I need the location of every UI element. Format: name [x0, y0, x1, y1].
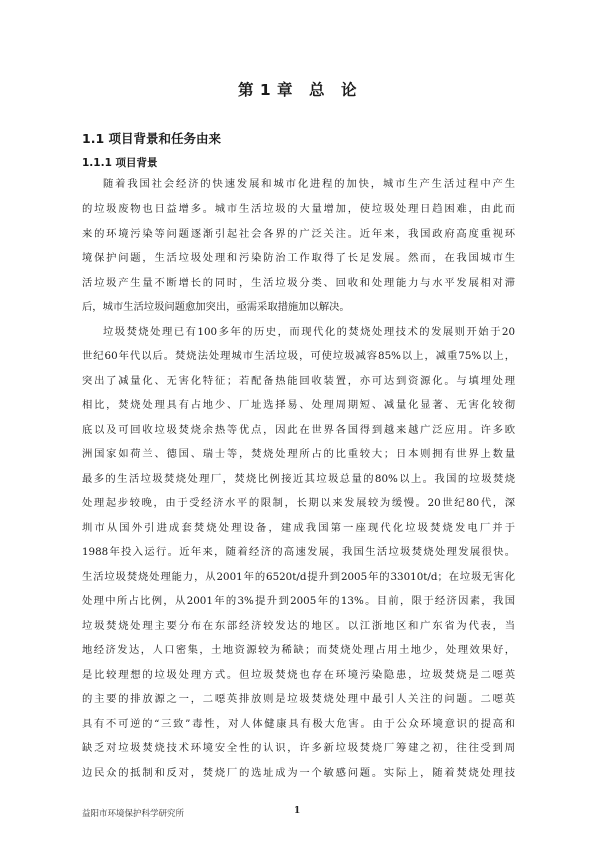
paragraph-line: 洲国家如荷兰、德国、瑞士等，焚烧处理所占的比重较大；日本则拥有世界上数量 — [82, 448, 515, 460]
paragraph-line: 具有不可逆的“三致”毒性，对人体健康具有极大危害。由于公众环境意识的提高和 — [82, 718, 515, 730]
paragraph-line: 处理起步较晚，由于受经济水平的限制，长期以来发展较为缓慢。20世纪80代，深 — [82, 497, 515, 509]
page-number: 1 — [294, 806, 301, 816]
section-heading: 1.1 项目背景和任务由来 — [82, 131, 221, 146]
paragraph-line: 后，城市生活垃圾问题愈加突出，亟需采取措施加以解决。 — [82, 301, 350, 313]
paragraph-line: 相比，焚烧处理具有占地少、厂址选择易、处理周期短、减量化显著、无害化较彻 — [82, 399, 515, 411]
paragraph-line: 最多的生活垃圾焚烧处理厂，焚烧比例接近其垃圾总量的80%以上。我国的垃圾焚烧 — [82, 473, 515, 485]
paragraph-line: 世纪60年代以后。焚烧法处理城市生活垃圾，可使垃圾减容85%以上，减重75%以上， — [82, 350, 515, 362]
paragraph-line: 垃圾焚烧处理主要分布在东部经济较发达的地区。以江浙地区和广东省为代表，当 — [82, 620, 515, 632]
paragraph-line: 生活垃圾焚烧处理能力，从2001年的6520t/d提升到2005年的33010t/d；在垃圾无害化 — [82, 571, 515, 583]
paragraph-line: 的主要的排放源之一，二噁英排放则是垃圾焚烧处理中最引人关注的问题。二噁英 — [82, 693, 515, 705]
paragraph-line: 处理中所占比例，从2001年的3%提升到2005年的13%。目前，限于经济因素，我国 — [82, 595, 515, 607]
paragraph-line: 是比较理想的垃圾处理方式。但垃圾焚烧也存在环境污染隐患，垃圾焚烧是二噁英 — [82, 669, 515, 681]
footer-organization: 益阳市环境保护科学研究所 — [82, 809, 185, 819]
paragraph-line: 垃圾焚烧处理已有100多年的历史，而现代化的焚烧处理技术的发展则开始于20 — [103, 326, 515, 338]
paragraph-line: 来的环境污染等问题逐渐引起社会各界的广泛关注。近年来，我国政府高度重视环 — [82, 228, 515, 240]
chapter-title: 第 1 章 总 论 — [237, 81, 358, 99]
paragraph-line: 边民众的抵制和反对，焚烧厂的选址成为一个敏感问题。实际上，随着焚烧处理技 — [82, 767, 515, 779]
subsection-heading: 1.1.1 项目背景 — [82, 157, 158, 169]
paragraph-line: 突出了减量化、无害化特征；若配备热能回收装置，亦可达到资源化。与填埋处理 — [82, 375, 515, 387]
paragraph-line: 圳市从国外引进成套焚烧处理设备，建成我国第一座现代化垃圾焚烧发电厂并于 — [82, 522, 515, 534]
paragraph-line: 地经济发达，人口密集，土地资源较为稀缺；而焚烧处理占用土地少，处理效果好， — [82, 644, 515, 656]
paragraph-line: 境保护问题，生活垃圾处理和污染防治工作取得了长足发展。然而，在我国城市生 — [82, 252, 515, 264]
paragraph-line: 的垃圾废物也日益增多。城市生活垃圾的大量增加，使垃圾处理日趋困难，由此而 — [82, 203, 515, 215]
paragraph-line: 1988年投入运行。近年来，随着经济的高速发展，我国生活垃圾焚烧处理发展很快。 — [82, 546, 515, 558]
paragraph-line: 随着我国社会经济的快速发展和城市化进程的加快，城市生产生活过程中产生 — [103, 178, 515, 190]
paragraph-line: 缺乏对垃圾焚烧技术环境安全性的认识，许多新垃圾焚烧厂筹建之初，往往受到周 — [82, 742, 515, 754]
paragraph-line: 底以及可回收垃圾焚烧余热等优点，因此在世界各国得到越来越广泛应用。许多欧 — [82, 424, 515, 436]
paragraph-line: 活垃圾产生量不断增长的同时，生活垃圾分类、回收和处理能力与水平发展相对滞 — [82, 277, 515, 289]
